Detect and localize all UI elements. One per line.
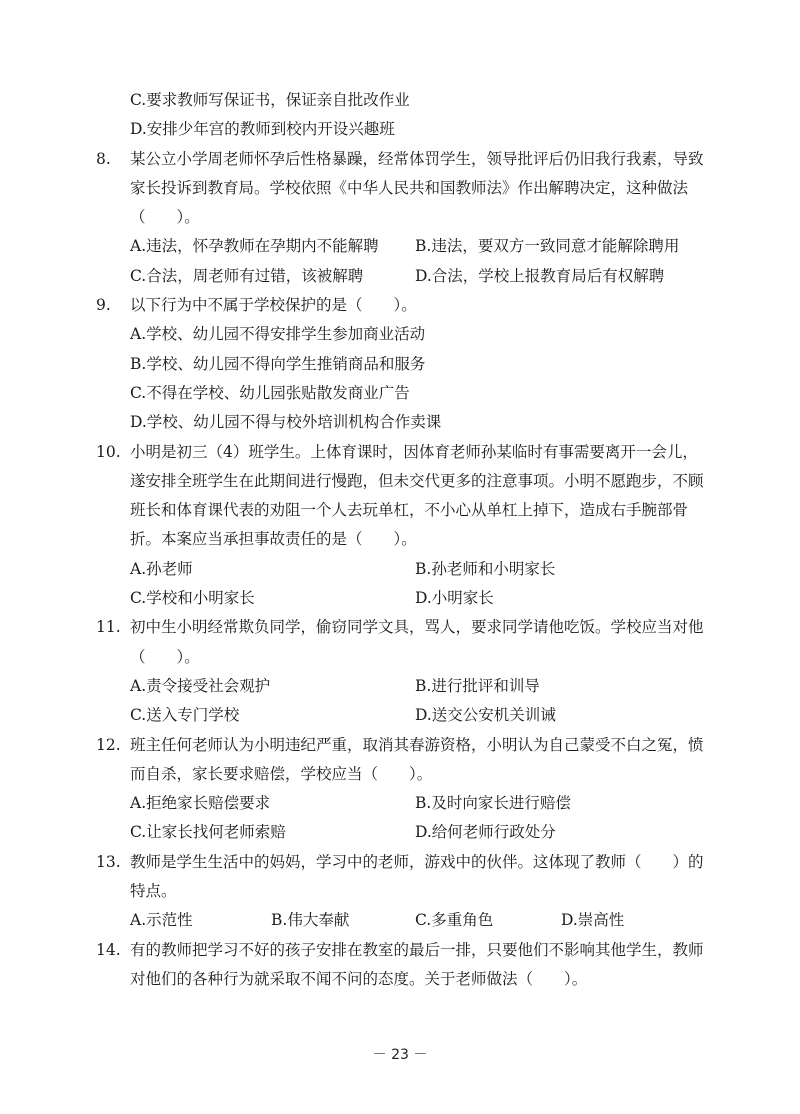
- option-row: [0, 818, 800, 847]
- q11-option-d: D.送交公安机关训诫: [415, 706, 556, 725]
- question-10-line: [0, 467, 800, 496]
- prev-option-c: C.要求教师写保证书，保证亲自批改作业: [130, 91, 410, 109]
- q12-option-a: A.拒绝家长赔偿要求: [130, 794, 271, 813]
- q8-option-d: D.合法，学校上报教育局后有权解聘: [415, 266, 665, 285]
- q8-option-b: B.违法，要双方一致同意才能解除聘用: [415, 237, 680, 256]
- question-10-line: [0, 525, 800, 554]
- question-10-line: [0, 496, 800, 525]
- question-11-line: [0, 643, 800, 672]
- question-8-line: [0, 203, 800, 232]
- question-text: 家长投诉到教育局。学校依照《中华人民共和国教师法》作出解聘决定，这种做法: [130, 178, 689, 197]
- question-number: 14.: [96, 940, 121, 959]
- question-text: 班主任何老师认为小明违纪严重，取消其春游资格，小明认为自己蒙受不白之冤，愤: [130, 735, 704, 754]
- q13-option-a: A.示范性: [130, 911, 193, 930]
- q12-option-b: B.及时向家长进行赔偿: [415, 794, 571, 813]
- question-13-line: [0, 848, 800, 877]
- option-row: [0, 701, 800, 730]
- question-13-line: [0, 877, 800, 906]
- option-row: [0, 584, 800, 613]
- option-row: [0, 555, 800, 584]
- question-text: 某公立小学周老师怀孕后性格暴躁，经常体罚学生，领导批评后仍旧我行我素，导致: [130, 149, 704, 168]
- question-number: 12.: [96, 735, 121, 754]
- q10-option-d: D.小明家长: [415, 589, 494, 608]
- q13-option-c: C.多重角色: [415, 911, 494, 930]
- question-text: 小明是初三（4）班学生。上体育课时，因体育老师孙某临时有事需要离开一会儿，: [130, 442, 698, 461]
- question-text: 特点。: [130, 882, 177, 901]
- q11-option-b: B.进行批评和训导: [415, 676, 540, 695]
- question-text: 以下行为中不属于学校保护的是（ ）。: [130, 296, 417, 315]
- question-text: 对他们的各种行为就采取不闻不问的态度。关于老师做法（ ）。: [130, 969, 588, 988]
- option-row: [0, 789, 800, 818]
- question-text: 教师是学生生活中的妈妈，学习中的老师，游戏中的伙伴。这体现了教师（ ）的: [130, 852, 704, 871]
- question-text: 有的教师把学习不好的孩子安排在教室的最后一排，只要他们不影响其他学生，教师: [130, 940, 704, 959]
- q11-option-a: A.责令接受社会观护: [130, 676, 271, 695]
- q8-option-c: C.合法，周老师有过错，该被解聘: [130, 266, 364, 285]
- option-row: [0, 408, 800, 437]
- q13-option-d: D.崇高性: [561, 911, 625, 930]
- option-row: [0, 115, 800, 144]
- q13-option-b: B.伟大奉献: [271, 911, 350, 930]
- question-text: （ ）。: [130, 647, 200, 666]
- question-9-line: [0, 291, 800, 320]
- q9-option-a: A.学校、幼儿园不得安排学生参加商业活动: [130, 325, 426, 344]
- prev-option-d: D.安排少年宫的教师到校内开设兴趣班: [130, 120, 395, 139]
- q9-option-b: B.学校、幼儿园不得向学生推销商品和服务: [130, 354, 426, 373]
- q11-option-c: C.送入专门学校: [130, 706, 240, 725]
- q8-option-a: A.违法，怀孕教师在孕期内不能解聘: [130, 237, 379, 256]
- option-row: [0, 906, 800, 935]
- option-row: [0, 379, 800, 408]
- question-14-line: [0, 965, 800, 994]
- option-row: [0, 232, 800, 261]
- q10-option-b: B.孙老师和小明家长: [415, 559, 556, 578]
- page-number: － 23 －: [372, 1047, 428, 1063]
- question-text: 班长和体育课代表的劝阻一个人去玩单杠，不小心从单杠上掉下，造成右手腕部骨: [130, 501, 689, 520]
- question-number: 10.: [96, 442, 121, 461]
- question-8-line: [0, 174, 800, 203]
- q9-option-c: C.不得在学校、幼儿园张贴散发商业广告: [130, 383, 410, 402]
- option-row: [0, 672, 800, 701]
- question-number: 13.: [96, 852, 121, 871]
- question-10-line: [0, 438, 800, 467]
- question-number: 8.: [96, 149, 111, 168]
- question-text: 折。本案应当承担事故责任的是（ ）。: [130, 530, 417, 549]
- q12-option-d: D.给何老师行政处分: [415, 823, 556, 842]
- page-content: [0, 86, 800, 994]
- question-text: 遂安排全班学生在此期间进行慢跑，但未交代更多的注意事项。小明不愿跑步，不顾: [130, 471, 704, 490]
- option-row: [0, 262, 800, 291]
- q12-option-c: C.让家长找何老师索赔: [130, 823, 286, 842]
- option-row: [0, 86, 800, 115]
- question-number: 11.: [96, 618, 121, 637]
- question-11-line: [0, 613, 800, 642]
- q10-option-a: A.孙老师: [130, 559, 193, 578]
- question-text: 而自杀，家长要求赔偿，学校应当（ ）。: [130, 764, 433, 783]
- option-row: [0, 320, 800, 349]
- question-14-line: [0, 936, 800, 965]
- question-number: 9.: [96, 296, 111, 315]
- question-12-line: [0, 760, 800, 789]
- question-text: 初中生小明经常欺负同学，偷窃同学文具，骂人，要求同学请他吃饭。学校应当对他: [130, 618, 704, 637]
- q10-option-c: C.学校和小明家长: [130, 589, 255, 608]
- option-row: [0, 350, 800, 379]
- question-12-line: [0, 731, 800, 760]
- question-8-line: [0, 145, 800, 174]
- question-text: （ ）。: [130, 208, 200, 227]
- q9-option-d: D.学校、幼儿园不得与校外培训机构合作卖课: [130, 413, 442, 432]
